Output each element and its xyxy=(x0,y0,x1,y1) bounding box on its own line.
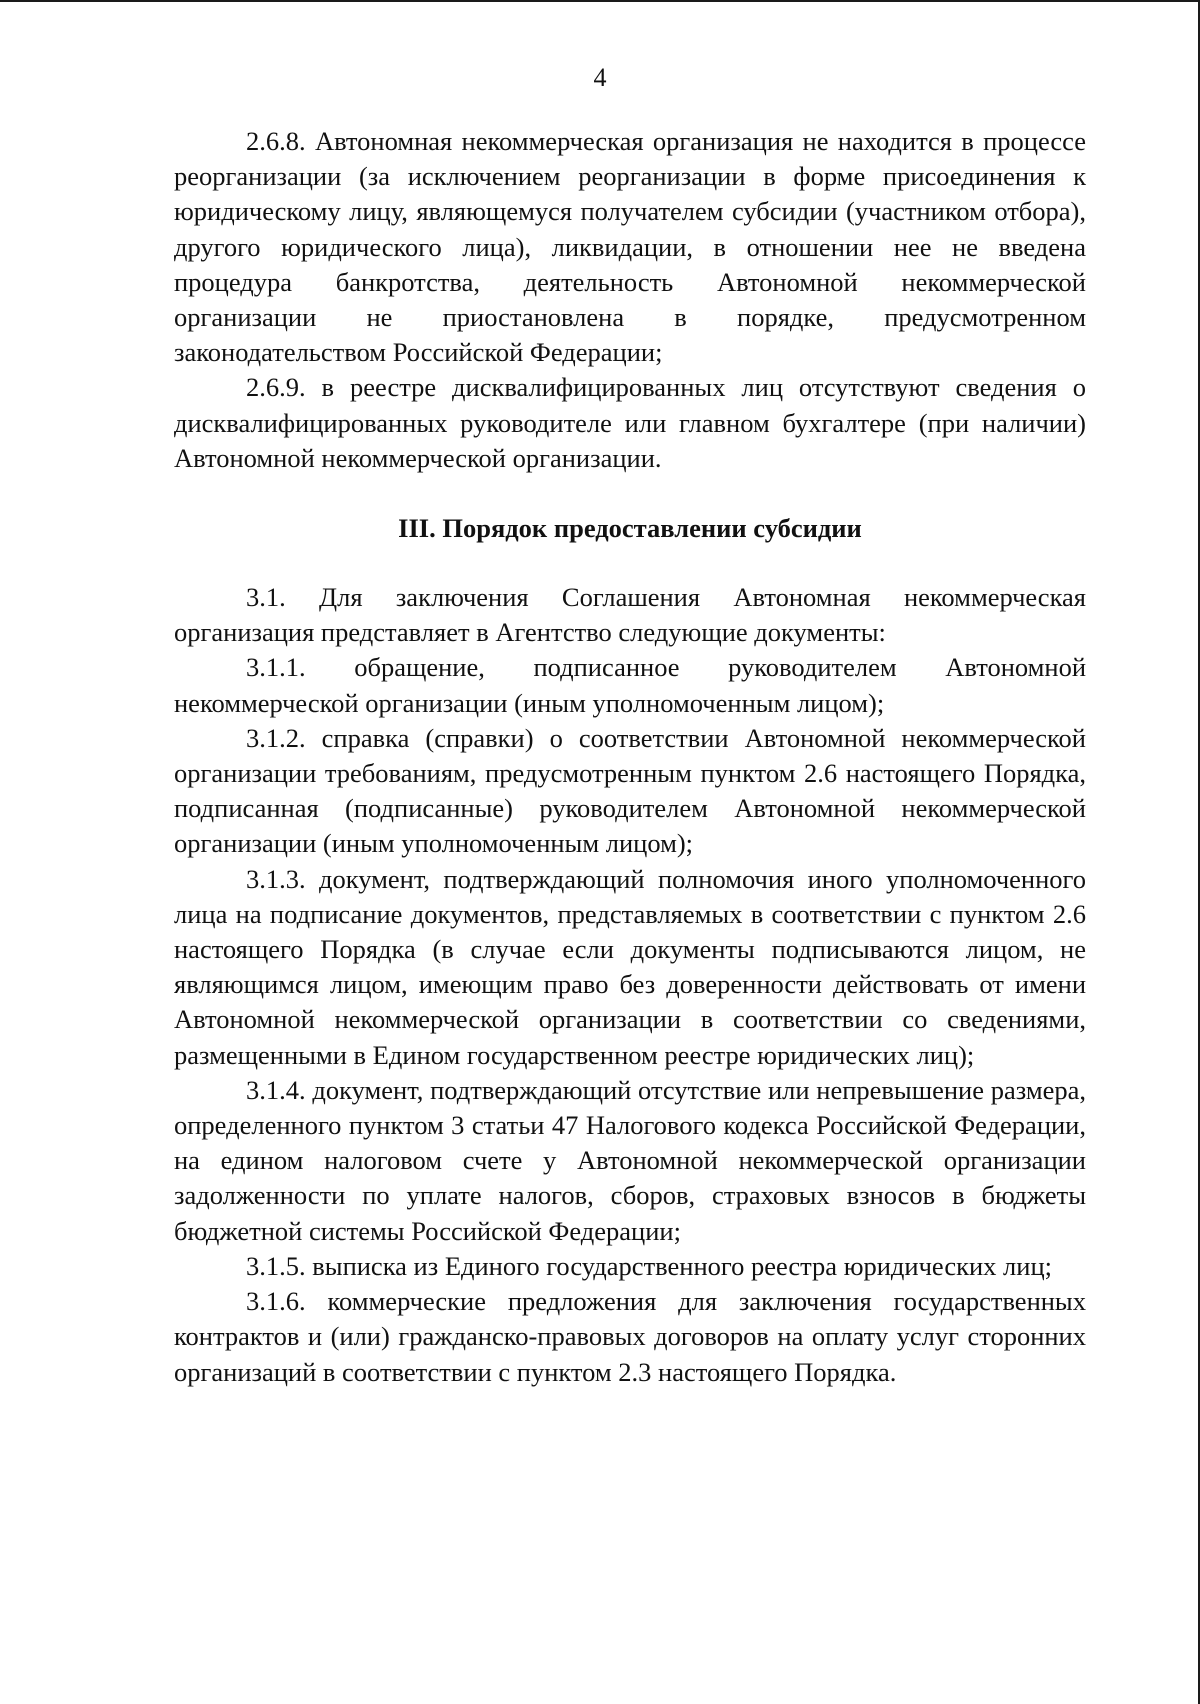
paragraph-2-6-9: 2.6.9. в реестре дисквалифицированных лиц отсутствуют сведения о дисквалифицированных руководителе или главном бухгалтере (при наличии) Автономной некоммерческой организации. xyxy=(174,372,1086,473)
section-heading: III. Порядок предоставлении субсидии xyxy=(398,513,862,544)
paragraph-3-1: 3.1. Для заключения Соглашения Автономная некоммерческая организация представляет в Агентство следующие документы: xyxy=(174,582,1086,648)
paragraph-3-1-5: 3.1.5. выписка из Единого государственного реестра юридических лиц; xyxy=(246,1250,1052,1281)
paragraph-3-1-2: 3.1.2. справка (справки) о соответствии Автономной некоммерческой организации требованиям, предусмотренным пунктом 2.6 настоящего Порядка, подписанная (подписанные) руководителем Автономной некоммерческой организации (иным уполномоченным лицом); xyxy=(174,722,1086,859)
page-number: 4 xyxy=(593,63,607,92)
paragraph-3-1-6: 3.1.6. коммерческие предложения для заключения государственных контрактов и (или) гражданско-правовых договоров на оплату услуг сторонних организаций в соответствии с пунктом 2.3 настоящего Порядка. xyxy=(174,1286,1086,1387)
paragraph-2-6-8: 2.6.8. Автономная некоммерческая организация не находится в процессе реорганизации (за исключением реорганизации в форме присоединения к юридическому лицу, являющемуся получателем субсидии (участником отбора), другого юридического лица), ликвидации, в отношении нее не введена процедура банкротства, деятельность Автономной некоммерческой организации не приостановлена в порядке, предусмотренном законодательством Российской Федерации; xyxy=(174,126,1086,368)
document-body xyxy=(174,124,1086,1390)
paragraph-3-1-1: 3.1.1. обращение, подписанное руководителем Автономной некоммерческой организации (иным уполномоченным лицом); xyxy=(174,652,1086,718)
paragraph-3-1-4: 3.1.4. документ, подтверждающий отсутствие или непревышение размера, определенного пунктом 3 статьи 47 Налогового кодекса Российской Федерации, на едином налоговом счете у Автономной некоммерческой организации задолженности по уплате налогов, сборов, страховых взносов в бюджеты бюджетной системы Российской Федерации; xyxy=(174,1074,1086,1246)
paragraph-3-1-3: 3.1.3. документ, подтверждающий полномочия иного уполномоченного лица на подписание документов, представляемых в соответствии с пунктом 2.6 настоящего Порядка (в случае если документы подписываются лицом, не являющимся лицом, имеющим право без доверенности действовать от имени Автономной некоммерческой организации в соответствии со сведениями, размещенными в Едином государственном реестре юридических лиц); xyxy=(174,863,1086,1070)
